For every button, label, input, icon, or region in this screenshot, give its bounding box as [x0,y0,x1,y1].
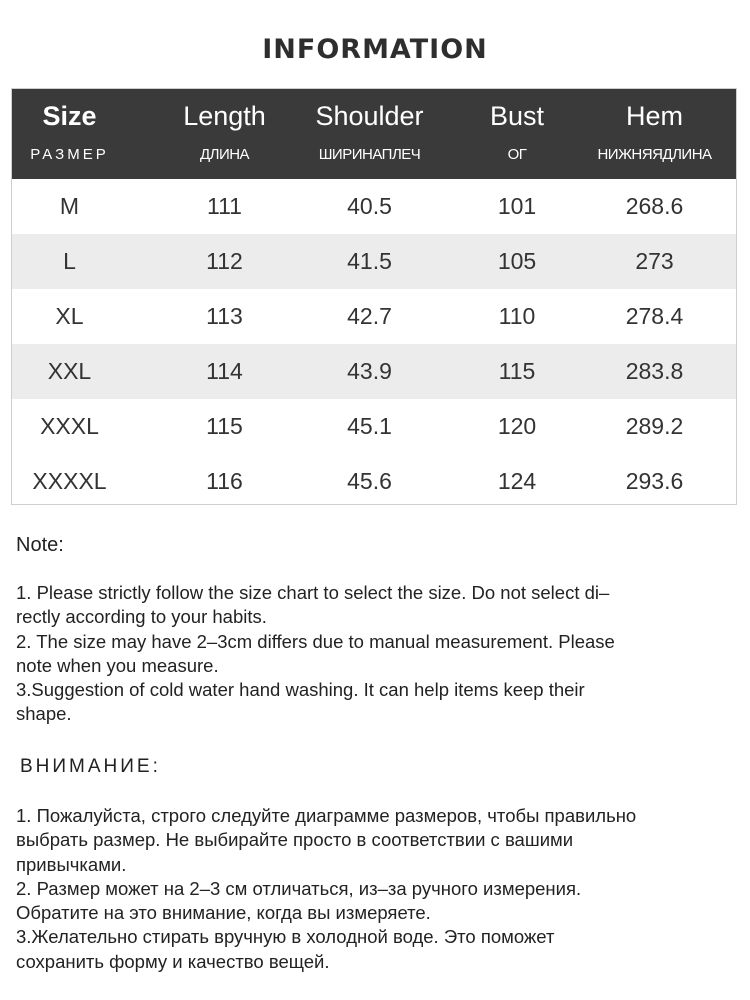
cell-bust: 105 [497,248,537,274]
cell-length: 111 [207,193,242,219]
header-hem-en: Hem [625,101,683,131]
cell-hem: 273 [635,248,674,274]
vnimanie-line: 2. Размер может на 2–3 см отличаться, из–за ручного измерения. [16,877,582,899]
header-bust-en: Bust [489,101,545,131]
table-row [12,289,736,344]
header-length-ru: ДЛИНА [199,146,250,163]
header-shoulder-en: Shoulder [315,101,424,131]
cell-bust: 101 [497,193,537,219]
cell-length: 114 [206,358,243,384]
note-line: rectly according to your habits. [16,606,267,628]
cell-shoulder: 41.5 [347,248,392,274]
vnimanie-line: привычками. [16,853,127,875]
vnimanie-text [16,804,736,974]
table-row [12,344,736,399]
header-size-en: Size [42,101,97,131]
vnimanie-line: 3.Желательно стирать вручную в холодной воде. Это поможет [16,926,555,948]
cell-shoulder: 45.6 [347,468,392,494]
note-line: 3.Suggestion of cold water hand washing. It can help items keep their [16,679,585,701]
vnimanie-line: 1. Пожалуйста, строго следуйте диаграмме размеров, чтобы правильно [16,805,637,826]
cell-shoulder: 42.7 [347,303,392,329]
header-shoulder-ru: ШИРИНАПЛЕЧ [318,146,421,163]
header-size [12,89,127,179]
cell-size: L [63,248,76,274]
cell-bust: 115 [498,358,536,384]
vnimanie-line: Обратите на это внимание, когда вы измеряете. [16,902,431,924]
cell-hem: 293.6 [625,468,684,494]
vnimanie-heading: ВНИМАНИЕ: [20,756,161,777]
cell-size: XXL [47,358,92,384]
cell-shoulder: 40.5 [347,193,392,219]
table-row [12,234,736,289]
cell-shoulder: 43.9 [347,358,392,384]
header-bust-ru: ОГ [507,146,527,163]
note-text [16,581,736,727]
table-row [12,454,736,509]
note-line: note when you measure. [16,654,219,676]
size-chart-table [11,88,737,505]
cell-size: XXXXL [32,468,107,494]
vnimanie-line: сохранить форму и качество вещей. [16,950,330,972]
note-line: 1. Please strictly follow the size chart to select the size. Do not select di– [16,582,610,603]
cell-bust: 124 [497,468,537,494]
cell-hem: 289.2 [625,413,684,439]
cell-hem: 268.6 [625,193,684,219]
table-row [12,179,736,234]
cell-hem: 283.8 [625,358,684,384]
note-line: 2. The size may have 2–3cm differs due to manual measurement. Please [16,630,615,652]
table-row [12,399,736,454]
header-hem [587,89,722,179]
cell-length: 115 [206,413,243,439]
note-line: shape. [16,703,72,725]
header-size-ru: РАЗМЕР [30,146,109,163]
cell-size: M [59,193,80,219]
cell-size: XL [55,303,84,329]
cell-length: 113 [206,303,243,329]
vnimanie-line: выбрать размер. Не выбирайте просто в соответствии с вашими [16,829,574,851]
header-length [157,89,292,179]
cell-length: 116 [206,468,243,494]
note-heading: Note: [16,534,64,556]
cell-bust: 110 [498,303,536,329]
cell-bust: 120 [497,413,537,439]
header-length-en: Length [183,101,266,131]
header-hem-ru: НИЖНЯЯДЛИНА [597,146,712,163]
cell-size: XXXL [40,413,99,439]
cell-shoulder: 45.1 [347,413,392,439]
header-shoulder [302,89,437,179]
table-header [12,89,736,179]
header-bust [452,89,582,179]
cell-length: 112 [206,248,243,274]
page-title: INFORMATION [262,34,488,65]
cell-hem: 278.4 [625,303,684,329]
